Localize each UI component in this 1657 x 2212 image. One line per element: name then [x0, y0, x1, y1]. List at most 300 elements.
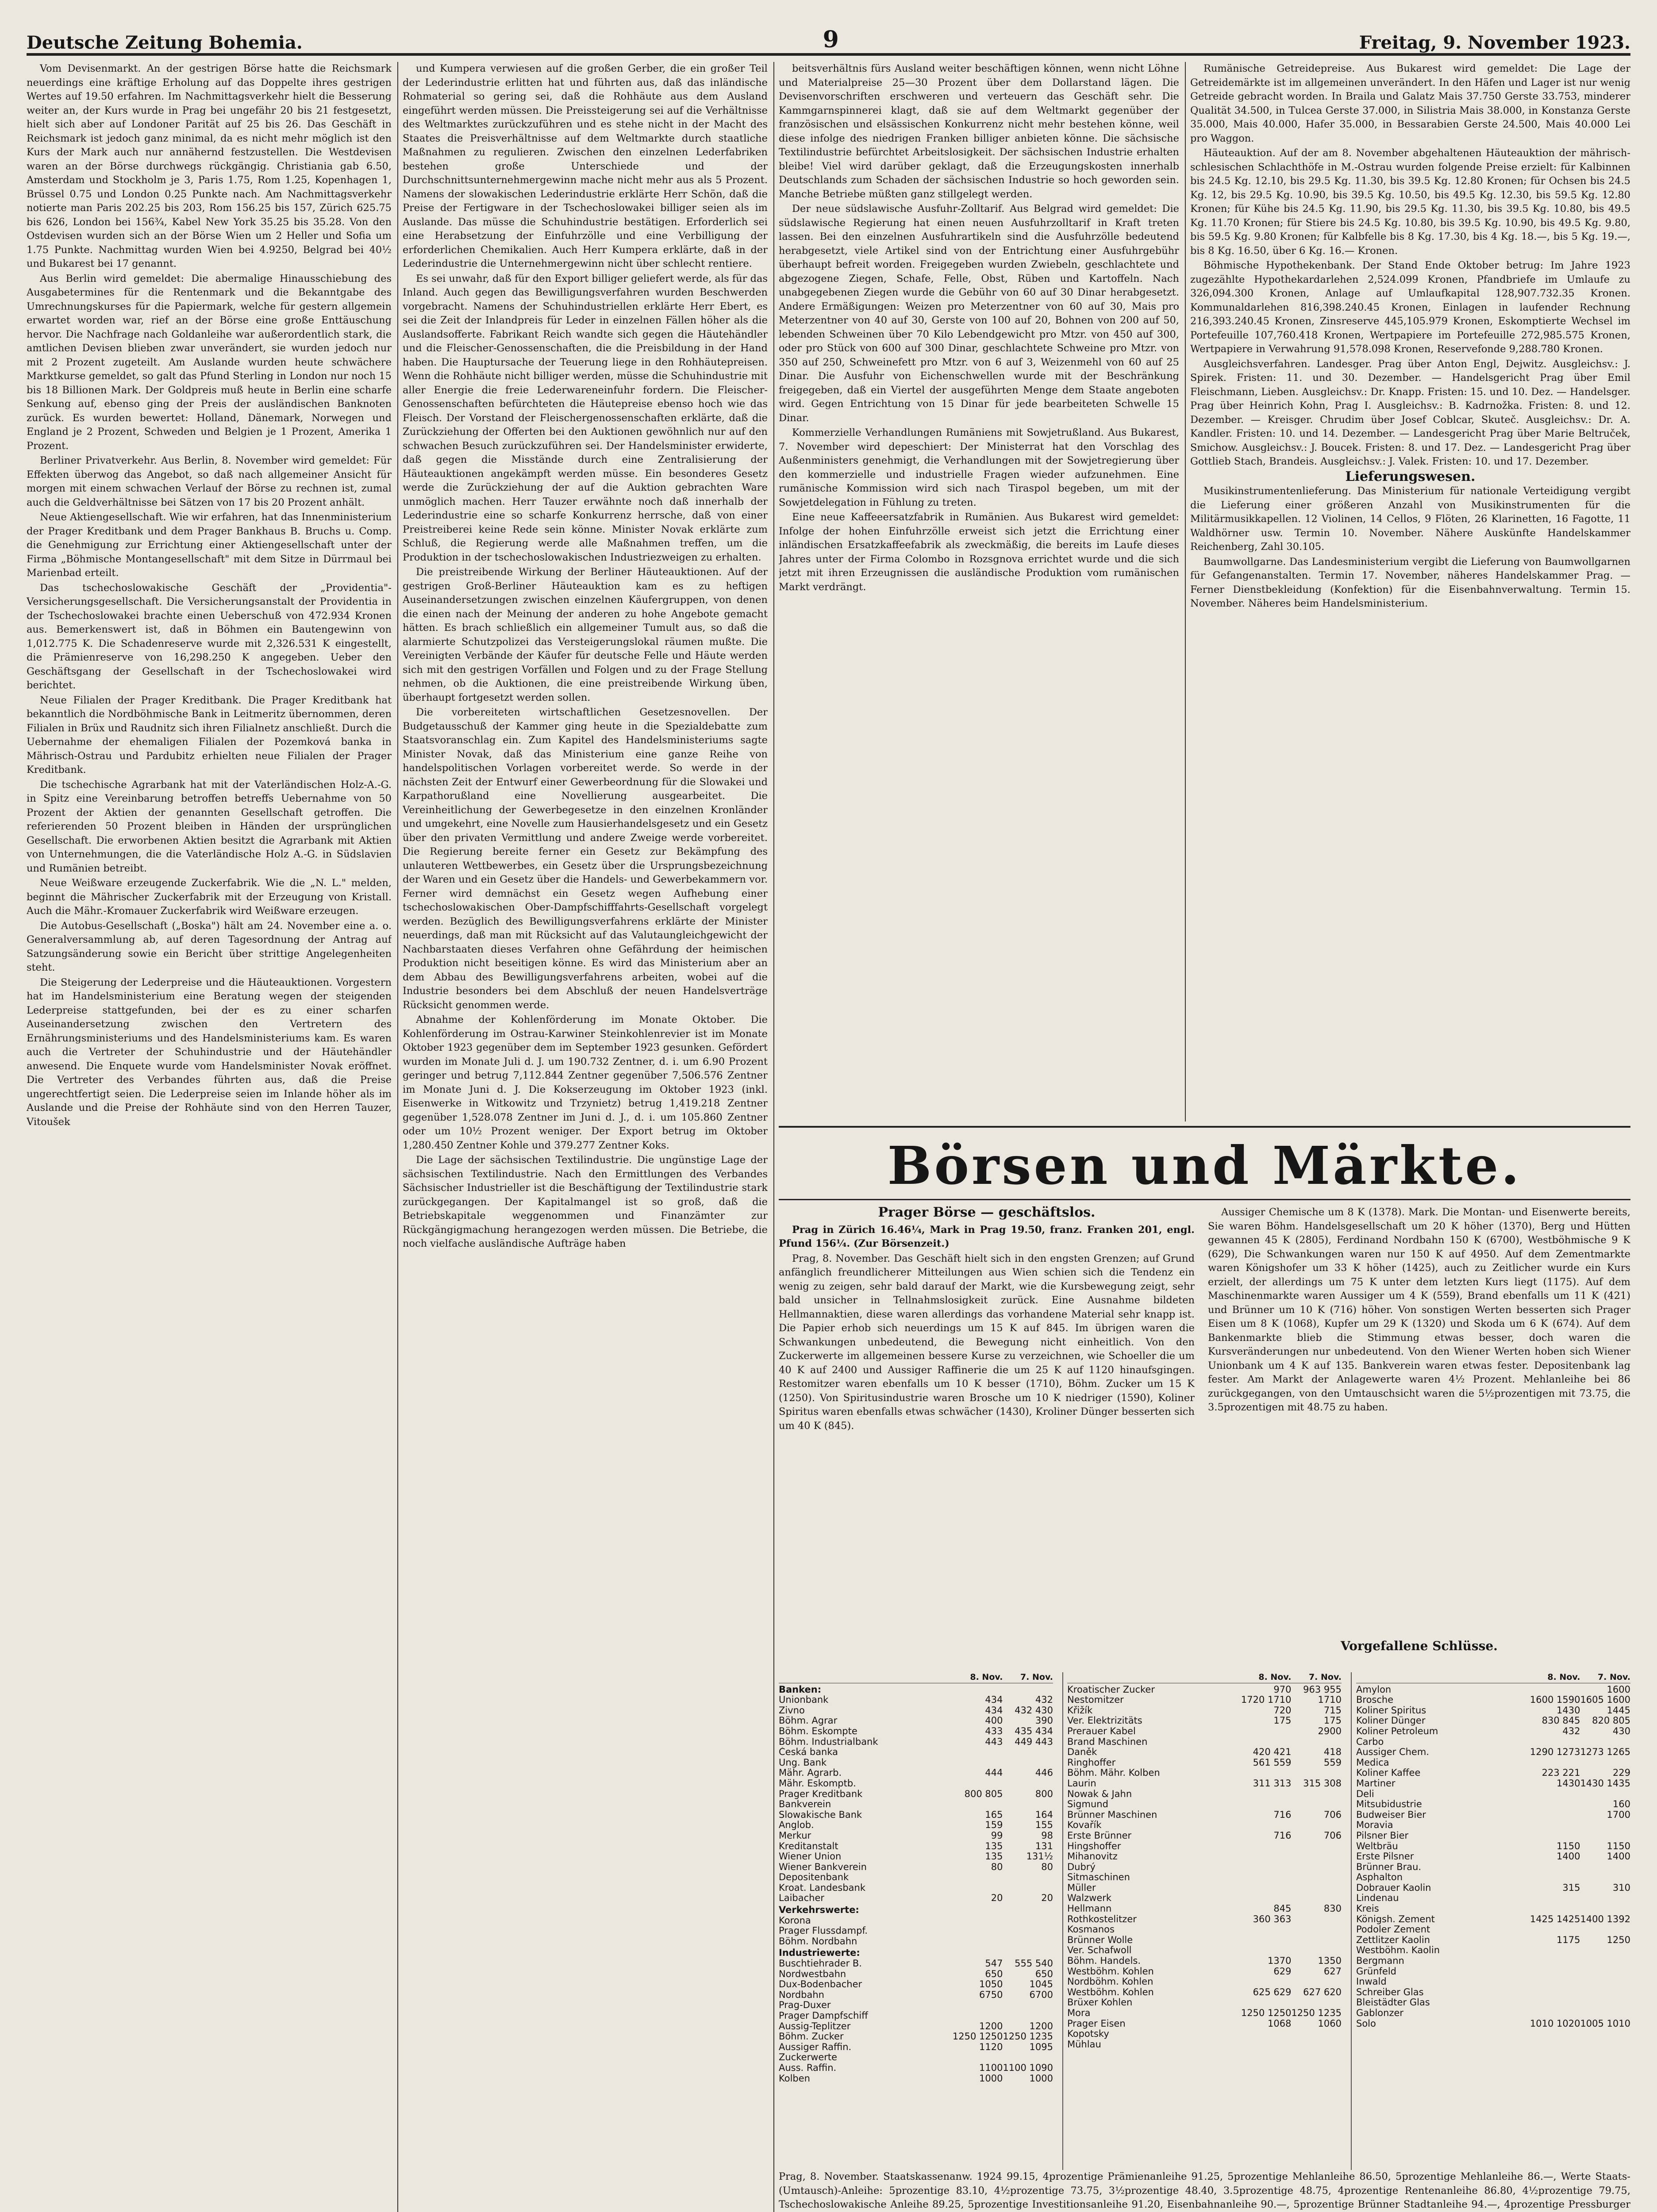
security-price [1580, 1820, 1630, 1831]
table-group-row [779, 1947, 1053, 1959]
security-price: 175 [1323, 1716, 1342, 1726]
table-row [1356, 1747, 1630, 1758]
security-price: 446 [1035, 1768, 1053, 1778]
security-name: Laurin [1067, 1778, 1096, 1789]
table-group-row [779, 1904, 1053, 1916]
security-price: 716 [1273, 1830, 1292, 1841]
security-name: Auss. Raffin. [779, 2062, 837, 2073]
table-row [1067, 1977, 1342, 1987]
security-name: Prager Dampfschiff [779, 2011, 868, 2021]
table-group-label: Verkehrswerte: [779, 1905, 859, 1916]
security-price [1530, 1893, 1580, 1904]
table-row [1067, 2019, 1342, 2029]
security-price [953, 2052, 1003, 2063]
security-name: Amylon [1356, 1684, 1392, 1695]
table-row [1067, 1820, 1342, 1831]
security-name: Depositenbank [779, 1872, 849, 1883]
security-price: 315 [1562, 1882, 1580, 1893]
security-price: 444 [985, 1768, 1003, 1778]
table-row [1356, 1768, 1630, 1778]
security-price: 820 805 [1592, 1716, 1630, 1726]
security-name: Schreiber Glas [1356, 1987, 1424, 1997]
table-row [1356, 1705, 1630, 1716]
security-price [1241, 1997, 1292, 2008]
table-header-row [1067, 1672, 1342, 1683]
security-price: 80 [991, 1862, 1003, 1872]
article-ausgleichsverfahren: Ausgleichsverfahren. Landesger. Prag über Anton Engl, Dejwitz. Ausgleichsv.: J. Spirek. Fristen: 11. und 30. Dezember. — Handelsgericht Prag über Emil Fleischmann, Lieben. Ausgleichsv.: Dr. Knapp. Fristen: 15. und 10. Dez. — Handelsger. Prag über Heinrich Kohn, Prag I. Ausgleichsv.: B. Kadrnožka. Fristen: 8. und 12. Dezember. — Kreisger. Chrudim über Josef Coblcar, Skuteč. Ausgleichsv.: Dr. A. Kandler. Fristen: 10. und 14. Dezember. — Landesgericht Prag über Marie Beltruček, Smichow. Ausgleichsv.: J. Boucek. Fristen: 8. und 17. Dez. — Landesgericht Prag über Gottlieb Stach, Brandeis. Ausgleichsv.: J. Valek. Fristen: 10. und 17. Dezember. [1190, 358, 1630, 467]
security-name: Ver. Schafwoll [1067, 1945, 1132, 1956]
security-price: 629 [1273, 1966, 1292, 1977]
table-row [779, 1695, 1053, 1705]
stock-table-2 [1067, 1672, 1342, 2050]
security-price: 1600 [1607, 1684, 1630, 1695]
security-price [1291, 2029, 1342, 2039]
table-row [1067, 1831, 1342, 1841]
security-name: Kovařík [1067, 1820, 1102, 1831]
table-row [1356, 1987, 1630, 1998]
security-price [1003, 1758, 1053, 1768]
security-price [1291, 1820, 1342, 1831]
security-price: 223 221 [1542, 1768, 1580, 1778]
security-name: Prager Kreditbank [779, 1789, 863, 1799]
table-row [1356, 1726, 1630, 1737]
security-price [1291, 1945, 1342, 1956]
security-price [1003, 1936, 1053, 1947]
security-name: Martiner [1356, 1778, 1396, 1789]
security-price [1003, 2000, 1053, 2011]
security-price: 390 [1035, 1716, 1053, 1726]
security-name: Merkur [779, 1830, 811, 1841]
security-name: Böhm. Industrialbank [779, 1736, 878, 1747]
table-row [779, 1820, 1053, 1831]
article-weissware: Neue Weißware erzeugende Zuckerfabrik. Wie die „N. L." melden, beginnt die Mährischer Zuckerfabrik mit der Erzeugung von Kristall. Auch die Mähr.-Kromauer Zuckerfabrik wird Weißware erzeugen. [27, 877, 392, 917]
anlagewerte-text: Prag, 8. November. Staatskassenanw. 1924 99.15, 4prozentige Prämienanleihe 91.25, 5prozentige Mehlanleihe 86.50, 5prozentige Mehlanleihe 86.—, Werte Staats-(Umtausch)-Anleihe: 5prozentige 83.10, 4½prozentige 73.75, 3½prozentige 48.40, 3.5prozentige 48.75, 4prozentige Rentenanleihe 86.80, 4½prozentige 79.75, Tschechoslowakische Anleihe 89.25, 5prozentige Investitionsanleihe 91.20, Eisenbahnanleihe 90.—, 5prozentige Brünner Stadtanleihe 94.—, 4prozentige Pressburger [779, 2171, 1630, 2210]
boerse-bericht-cont: Aussiger Chemische um 8 K (1378). Mark. Die Montan- und Eisenwerte bereits, Sie waren Böhm. Handelsgesellschaft um 20 K höher (1370), Berg und Hütten gewannen 45 K (2805), Ferdinand Nordbahn 150 K (6700), Westböhmische 9 K (629), Die Schwankungen waren nur 150 K auf 4950. Auf dem Zementmarkte waren Königshofer um 33 K höher (1425), auch zu Zeitlicher wurde ein Kurs erzielt, der allerdings um 75 K unter dem letzten Kurs liegt (1175). Auf dem Maschinenmarkte waren Aussiger um 4 K (559), Brand ebenfalls um 11 K (421) und Brünner um 10 K (716) höher. Von sonstigen Werten besserten sich Prager Eisen um 8 K (1068), Kupfer um 29 K (1320) und Skoda um 6 K (674). Auf dem Bankenmarkte blieb die Stimmung etwas besser, doch waren die Kursveränderungen nur unbedeutend. Von den Wiener Werten hoben sich Wiener Unionbank um 4 K auf 135. Bankverein waren etwas fester. Depositenbank lag fester. Am Markt der Anlagewerte waren 4½ Prozent. Mehlanleihe bei 86 zurückgegangen, von den Umtauschsicht waren die 5½prozentigen mit 73.75, die 3.5prozentigen mit 48.75 zu haben. [1208, 1206, 1630, 1413]
table-row [1067, 1914, 1342, 1925]
security-price [1291, 1893, 1342, 1904]
security-price: 706 [1323, 1809, 1342, 1820]
security-price [1580, 1966, 1630, 1977]
table-row [779, 1747, 1053, 1758]
table-row [1067, 1705, 1342, 1716]
boerse-subhead: Prager Börse — geschäftslos. [878, 1206, 1096, 1220]
security-name: Mihanovitz [1067, 1851, 1118, 1862]
table-row [779, 1737, 1053, 1747]
table-header-cell [1356, 1672, 1530, 1683]
table-row [1067, 1685, 1342, 1695]
security-name: Ringhoffer [1067, 1757, 1116, 1768]
security-price: 1150 [1607, 1841, 1630, 1851]
table-row [779, 1883, 1053, 1893]
security-price: 311 313 [1253, 1778, 1292, 1789]
security-price: 1150 [1556, 1841, 1580, 1851]
table-row [779, 2063, 1053, 2074]
table-row [779, 1851, 1053, 1862]
security-price [953, 2000, 1003, 2011]
security-name: Kosmanos [1067, 1924, 1115, 1935]
table-row [779, 1705, 1053, 1716]
table-row [779, 2000, 1053, 2011]
security-price [1530, 1924, 1580, 1935]
security-price [1580, 1831, 1630, 1841]
security-price: 1400 1392 [1580, 1914, 1630, 1924]
security-name: Kroat. Landesbank [779, 1882, 865, 1893]
table-row [779, 1872, 1053, 1883]
security-price [1530, 1799, 1580, 1810]
security-price: 20 [991, 1893, 1003, 1904]
security-name: Nordbahn [779, 1989, 824, 2000]
table-header-row [1356, 1672, 1630, 1683]
security-name: Königsh. Zement [1356, 1914, 1435, 1924]
security-price [1003, 1916, 1053, 1926]
security-price [1530, 1831, 1580, 1841]
security-price [1580, 1737, 1630, 1747]
security-price: 1250 [1607, 1935, 1630, 1945]
security-price: 315 308 [1303, 1778, 1342, 1789]
security-name: Zuckerwerte [779, 2052, 838, 2063]
security-price: 400 [985, 1716, 1003, 1726]
security-price: 1010 1020 [1530, 2018, 1580, 2029]
table-row [1067, 1997, 1342, 2008]
security-price: 310 [1612, 1882, 1630, 1893]
security-price [1241, 1872, 1292, 1883]
table-group-label: Banken: [779, 1684, 822, 1695]
security-price: 627 620 [1303, 1987, 1342, 1997]
security-price [1241, 1789, 1292, 1800]
security-price [1241, 1768, 1292, 1778]
column-divider [773, 62, 774, 2212]
table-row [1067, 1810, 1342, 1820]
security-name: Koliner Petroleum [1356, 1726, 1438, 1736]
security-price [953, 1883, 1003, 1893]
table-row [1356, 1977, 1630, 1987]
table-row [1356, 1924, 1630, 1935]
security-price [1241, 1924, 1292, 1935]
security-name: Kopotsky [1067, 2029, 1109, 2039]
security-price [953, 1916, 1003, 1926]
security-price: 432 [1562, 1726, 1580, 1736]
article-musikinstrumente: Musikinstrumentenlieferung. Das Ministerium für nationale Verteidigung vergibt die Lieferung einer größeren Anzahl von Musikinstrumenten für die Militärmusikkapellen. 12 Violinen, 14 Cellos, 9 Flöten, 26 Klarinetten, 16 Fagotte, 11 Waldhörner usw. Termin 10. November. Nähere Auskünfte Handelskammer Reichenberg, Zahl 30.105. [1190, 485, 1630, 553]
security-price: 131 [1035, 1841, 1053, 1851]
table-row [1356, 1716, 1630, 1726]
table-row [1356, 1820, 1630, 1831]
security-name: Erste Pilsner [1356, 1851, 1414, 1862]
table-row [1356, 1956, 1630, 1966]
security-name: Weltbräu [1356, 1841, 1398, 1851]
section-rule-bottom [779, 1199, 1630, 1200]
security-price: 135 [985, 1851, 1003, 1862]
security-price [1530, 1977, 1580, 1987]
article-berlin-devisen: Aus Berlin wird gemeldet: Die abermalige Hinausschiebung des Ausgabetermines für die Rentenmark und die Bekanntgabe des Umrechnungskurses für die Papiermark, welche für gestern allgemein erwartet worden war, rief an der Börse eine große Enttäuschung hervor. Die Nachfrage nach Goldanleihe war außerordentlich stark, die amtlichen Devisen blieben zwar unverändert, sie wurden jedoch nur mit 2 Prozent zugeteilt. Am Auslande wurden heute schwächere Marktkurse gemeldet, so galt das Pfund Sterling in London nur noch 15 bis 18 Billionen Mark. Der Goldpreis muß heute in Berlin eine scharfe Senkung auf, ebenso ging der Preis der ausländischen Banknoten zurück. Es wurden bewertet: Holland, Dänemark, Norwegen und England je 2 Prozent, Schweden und Belgien je 1 Prozent, Amerika 1 Prozent. [27, 273, 392, 452]
security-price: 1430 [1556, 1778, 1580, 1789]
security-name: Kolben [779, 2073, 810, 2084]
security-price [1003, 2052, 1053, 2063]
security-price [1291, 1789, 1342, 1800]
table-row [1356, 1966, 1630, 1977]
security-name: Korona [779, 1915, 811, 1926]
article-neue-aktiengesellschaft: Neue Aktiengesellschaft. Wie wir erfahren, hat das Innenministerium der Prager Kreditbank und dem Prager Bankhaus B. Bruchs u. Comp. die Genehmigung zur Errichtung einer Aktiengesellschaft unter der Firma „Böhmische Montangesellschaft" mit dem Sitze in Dürrmaul bei Marienbad erteilt. [27, 511, 392, 579]
security-price: 1200 [979, 2021, 1003, 2032]
table-row [779, 2074, 1053, 2084]
table-row [779, 1862, 1053, 1873]
security-name: Česká banka [779, 1747, 838, 1758]
security-price [1530, 1987, 1580, 1998]
table-row [1356, 1935, 1630, 1946]
security-price: 432 [1035, 1695, 1053, 1705]
security-price [1580, 1977, 1630, 1987]
security-price: 159 [985, 1820, 1003, 1831]
table-header-cell: 8. Nov. [1530, 1672, 1580, 1683]
security-price [1291, 1768, 1342, 1778]
security-price [1530, 1737, 1580, 1747]
article-haeuteauktion-ostrau: Häuteauktion. Auf der am 8. November abgehaltenen Häuteauktion der mährisch-schlesischen Schlachthöfe in M.-Ostrau wurden folgende Preise erzielt: für Kalbinnen bis 24.5 Kg. 12.10, bis 29.5 Kg. 11.30, bis 39.5 Kg. 12.80 Kronen; für Ochsen bis 24.5 Kg. 12, bis 29.5 Kg. 10.90, bis 39.5 Kg. 10.50, bis 49.5 Kg. 12.30, bis 59.5 Kg. 12.80 Kronen; für Kühe bis 24.5 Kg. 11.90, bis 29.5 Kg. 11.30, bis 39.5 Kg. 10.80, bis 49.5 Kg. 11.70 Kronen; für Stiere bis 24.5 Kg. 10.80, bis 39.5 Kg. 10.90, bis 49.5 Kg. 9.80, bis 59.5 Kg. 9.80 Kronen; für Kalbfelle bis 8 Kg. 17.30, bis 4 Kg. 18.—, bis 5 Kg. 19.—, bis 8 Kg. 16.50, über 6 Kg. 16.— Kronen. [1190, 147, 1630, 257]
article-lederpreise-cont: und Kumpera verwiesen auf die großen Gerber, die ein großer Teil der Lederindustrie erlitten hat und führten aus, daß das inländische Rohmaterial so gering sei, daß die Rohhäute aus dem Ausland eingeführt werden müssen. Die Preissteigerung sei auf die Verhältnisse des Weltmarktes zurückzuführen und es stehe nicht in der Macht des Staates die Preisverhältnisse auf dem Weltmarkte durch staatliche Maßnahmen zu regulieren. Zwischen den einzelnen Lederfabriken bestehen große Unterschiede und der Durchschnittsunternehmergewinn mache nicht mehr aus als 5 Prozent. Namens der slowakischen Lederindustrie erklärte Herr Schön, daß die Preise der Fertigware in der Tschechoslowakei billiger seien als im Auslande. Das müsse die Schuhindustrie bestätigen. Erforderlich sei eine Herabsetzung der Einfuhrzölle und eine Verbilligung der erforderlichen Chemikalien. Auch Herr Kumpera erklärte, daß in der Lederindustrie die Unternehmergewinn nicht über schlecht rentiere. [403, 63, 768, 269]
security-price [1291, 1862, 1342, 1873]
security-price [1291, 1841, 1342, 1852]
table-row [1067, 1945, 1342, 1956]
table-row [779, 1936, 1053, 1947]
security-price [1580, 1872, 1630, 1883]
security-price: 2900 [1318, 1726, 1342, 1736]
schluesse-heading: Vorgefallene Schlüsse. [1341, 1639, 1498, 1653]
article-haeuteauktionen-berlin: Die preistreibende Wirkung der Berliner Häuteauktionen. Auf der gestrigen Groß-Berliner Häuteauktion kam es zu heftigen Auseinandersetzungen zwischen einzelnen Käufergruppen, von denen die einen nach der Meinung der anderen zu hohe Angebote gemacht hätten. Es brach schließlich ein allgemeiner Tumult aus, so daß die alarmierte Schutzpolizei das Versteigerungslokal räumen mußte. Die Vereinigten Verbände der Käufer für deutsche Felle und Häute werden sich mit den gestrigen Vorfällen und Folgen und zu der Frage Stellung nehmen, ob die Auktionen, die eine preistreibende Wirkung üben, überhaupt fortgesetzt werden sollen. [403, 566, 768, 703]
security-price [1530, 1966, 1580, 1977]
table-row [779, 1810, 1053, 1820]
security-name: Wiener Union [779, 1851, 842, 1862]
column-2 [403, 62, 768, 2212]
security-name: Böhm. Zucker [779, 2032, 844, 2042]
security-name: Brünner Wolle [1067, 1935, 1133, 1945]
security-name: Dobrauer Kaolin [1356, 1882, 1431, 1893]
security-price [1580, 1945, 1630, 1956]
security-price: 155 [1035, 1820, 1053, 1831]
table-row [1356, 1841, 1630, 1852]
security-name: Dubrý [1067, 1862, 1096, 1872]
security-price: 1700 [1607, 1809, 1630, 1820]
security-price: 1250 1235 [1003, 2032, 1053, 2042]
security-price [1003, 1799, 1053, 1810]
table-header-cell: 8. Nov. [1241, 1672, 1292, 1683]
security-price: 433 [985, 1726, 1003, 1736]
security-price: 970 [1273, 1684, 1292, 1695]
security-name: Koliner Spiritus [1356, 1705, 1426, 1716]
security-price: 1400 [1607, 1851, 1630, 1862]
security-price [1241, 2029, 1292, 2039]
security-price [1241, 1862, 1292, 1873]
security-name: Bergmann [1356, 1956, 1404, 1966]
table-row [779, 1789, 1053, 1800]
security-name: Křižík [1067, 1705, 1093, 1716]
security-price [1530, 2008, 1580, 2019]
table-row [1356, 1810, 1630, 1820]
security-name: Westböhm. Kohlen [1067, 1987, 1154, 1997]
security-name: Prager Eisen [1067, 2018, 1126, 2029]
security-price [1241, 1737, 1292, 1747]
security-price [1003, 2011, 1053, 2021]
security-name: Prag-Duxer [779, 2000, 831, 2011]
security-price: 1350 [1318, 1956, 1342, 1966]
security-price [1530, 1945, 1580, 1956]
table-row [1356, 1893, 1630, 1904]
security-name: Mähr. Agrarb. [779, 1768, 842, 1778]
article-devisenmarkt: Vom Devisenmarkt. An der gestrigen Börse hatte die Reichsmark neuerdings eine kräftige Erholung auf das Doppelte ihres gestrigen Wertes auf 19.50 erfahren. Im Nachmittagsverkehr hielt die Besserung weiter an, der Kurs wurde in Prag bei ungefähr 20 bis 21 festgesetzt, hielt sich aber auf Londoner Parität auf 25 bis 26. Das Geschäft in Reichsmark ist jedoch ganz minimal, da es nicht mehr möglich ist den Kurs der Mark auch nur annähernd festzustellen. Die Westdevisen waren an der Börse durchwegs rückgängig. Christiania gab 6.50, Amsterdam und Stockholm je 3, Paris 1.75, Rom 1.25, Kopenhagen 1, Brüssel 0.75 und London 0.25 Punkte nach. Am Nachmittagsverkehr notierte man Paris 202.25 bis 203, Rom 156.25 bis 157, Zürich 625.75 bis 626, London bei 156¾, Kabel New York 35.25 bis 35.28. Von den Ostdevisen wurden sich an der Börse Wien um 2 Heller und Sofia um 1.75 Punkte. Nachmittag wurden Wien bei 4.9250, Belgrad bei 40½ und Bukarest bei 17 genannt. [27, 63, 392, 269]
security-price [1291, 1935, 1342, 1946]
table-row [779, 1926, 1053, 1936]
security-price [1580, 1997, 1630, 2008]
security-price [1580, 1924, 1630, 1935]
table-row [1067, 1716, 1342, 1726]
table-group-label: Industriewerte: [779, 1947, 860, 1959]
security-price [1291, 1977, 1342, 1987]
security-name: Ung. Bank [779, 1757, 827, 1768]
security-name: Pilsner Bier [1356, 1830, 1409, 1841]
security-price [1530, 1872, 1580, 1883]
security-price: 830 845 [1542, 1716, 1580, 1726]
security-price [953, 1872, 1003, 1883]
security-price: 1050 [979, 1979, 1003, 1990]
column-3 [779, 62, 1179, 1121]
security-price: 164 [1035, 1809, 1053, 1820]
table-row [779, 1726, 1053, 1737]
table-row [1356, 1851, 1630, 1862]
security-price: 800 805 [964, 1789, 1003, 1799]
security-name: Nestomitzer [1067, 1695, 1124, 1705]
table-row [1356, 2008, 1630, 2019]
table-row [1067, 1695, 1342, 1705]
table-row [1067, 1778, 1342, 1789]
table-row [1067, 1904, 1342, 1914]
security-name: Böhm. Handels. [1067, 1956, 1141, 1966]
security-price [1530, 1758, 1580, 1768]
security-price [1580, 1987, 1630, 1998]
security-price: 175 [1273, 1716, 1292, 1726]
table-row [1356, 1862, 1630, 1873]
article-lederpreise: Die Steigerung der Lederpreise und die Häuteauktionen. Vorgestern hat im Handelsministerium eine Beratung wegen der steigenden Lederpreise stattgefunden, bei der es zu einer scharfen Auseinandersetzung zwischen den Vertretern des Ernährungsministeriums und des Handelsministeriums kam. Es waren auch die Vertreter der Schuhindustrie und der Häutehändler anwesend. Die Enquete wurde vom Handelsminister Novak eröffnet. Die Vertreter des Verbandes führten aus, daß die Preise ungerechtfertigt seien. Die Lederpreise seien im Inlande höher als im Auslande und die Preise der Rohhäute sind von den Herren Tauzer, Vitoušek [27, 976, 392, 1128]
security-price [1241, 1935, 1292, 1946]
security-price [1241, 1893, 1292, 1904]
stock-table-1 [779, 1672, 1053, 2084]
security-price [1530, 1997, 1580, 2008]
security-price: 1100 [979, 2062, 1003, 2073]
table-header-cell: 8. Nov. [953, 1672, 1003, 1683]
table-divider [1062, 1672, 1063, 2170]
table-row [1067, 2008, 1342, 2019]
article-kreditbank-filialen: Neue Filialen der Prager Kreditbank. Die Prager Kreditbank hat bekanntlich die Nordböhmische Bank in Leitmeritz übernommen, deren Filialen in Brüx und Raudnitz sich ihren Filialnetz anschließt. Durch die Uebernahme der ehemaligen Filialen der Pozemková banka in Mährisch-Ostrau und Pardubitz erhielten neue Filialen der Prager Kreditbank. [27, 694, 392, 776]
article-kaffeeersatz: Eine neue Kaffeeersatzfabrik in Rumänien. Aus Bukarest wird gemeldet: Infolge der hohen Einfuhrzölle erweist sich jetzt die Errichtung einer inländischen Ersatzkaffeefabrik als zweckmäßig, die bereits im Laufe dieses Jahres unter der Firma Colombo in Rozsgnova errichtet wurde und die sich jetzt mit ihren Erzeugnissen die ausländische Produktion vom rumänischen Markt verdrängt. [779, 511, 1179, 593]
security-name: Inwald [1356, 1977, 1387, 1987]
security-price [1291, 1799, 1342, 1810]
security-price [1291, 1997, 1342, 2008]
security-name: Nordwestbahn [779, 1969, 846, 1979]
page-number: 9 [823, 26, 839, 53]
security-price [1291, 1851, 1342, 1862]
column-4 [1190, 62, 1630, 1121]
security-price: 1430 [1556, 1705, 1580, 1716]
security-price: 720 [1273, 1705, 1292, 1716]
security-price: 1445 [1607, 1705, 1630, 1716]
security-price: 1273 1265 [1580, 1747, 1630, 1758]
security-price: 963 955 [1303, 1684, 1342, 1695]
page-header [27, 22, 1630, 56]
security-price: 627 [1323, 1966, 1342, 1977]
security-name: Hingshoffer [1067, 1841, 1121, 1851]
table-row [1067, 1987, 1342, 1998]
security-price: 360 363 [1253, 1914, 1292, 1924]
security-name: Hellmann [1067, 1904, 1112, 1914]
security-price [1580, 2008, 1630, 2019]
table-row [1067, 1758, 1342, 1768]
security-name: Bleistädter Glas [1356, 1997, 1430, 2008]
security-price: 1175 [1556, 1935, 1580, 1945]
security-name: Erste Brünner [1067, 1830, 1132, 1841]
table-row [1356, 1997, 1630, 2008]
table-row [779, 1768, 1053, 1778]
security-name: Budweiser Bier [1356, 1809, 1426, 1820]
table-row [1067, 1956, 1342, 1966]
table-row [779, 1841, 1053, 1852]
security-price: 432 430 [1015, 1705, 1053, 1716]
boerse-column-right [1208, 1206, 1630, 1630]
security-name: Koliner Kaffee [1356, 1768, 1421, 1778]
table-header-row [779, 1672, 1053, 1683]
security-price: 165 [985, 1809, 1003, 1820]
security-price: 430 [1612, 1726, 1630, 1736]
security-price: 420 421 [1253, 1747, 1292, 1758]
table-row [779, 1916, 1053, 1926]
table-row [1356, 1904, 1630, 1914]
security-name: Buschtiehrader B. [779, 1959, 862, 1969]
security-price [1530, 1862, 1580, 1873]
security-price: 98 [1041, 1830, 1053, 1841]
security-name: Koliner Dünger [1356, 1716, 1426, 1726]
table-row [779, 1893, 1053, 1904]
table-row [1356, 1789, 1630, 1800]
table-row [1067, 1924, 1342, 1935]
security-name: Bankverein [779, 1799, 831, 1810]
table-row [1067, 1841, 1342, 1852]
security-name: Lindenau [1356, 1893, 1399, 1904]
stock-tables [779, 1672, 1630, 2170]
security-name: Böhm. Agrar [779, 1716, 838, 1726]
security-price [1580, 1862, 1630, 1873]
table-row [779, 1778, 1053, 1789]
boerse-column-left [779, 1206, 1195, 1670]
section-title: Börsen und Märkte. [887, 1135, 1522, 1196]
article-textil-cont: beitsverhältnis fürs Ausland weiter beschäftigen können, wenn nicht Löhne und Materialpreise 25—30 Prozent über dem Dollarstand lägen. Die Devisenvorschriften erschweren und verteuern das Geschäft sehr. Die Kammgarnspinnerei klagt, daß sie auf dem Weltmarkt gegenüber der französischen und elsässischen Konkurrenz nicht mehr bestehen könne, weil diese infolge des niedrigen Franken billiger anbieten könne. Die sächsische Textilindustrie befürchtet Arbeitslosigkeit. Der sächsischen Industrie erhalten bleibe! Viel wird darüber geklagt, daß die Erzeugungskosten innerhalb Deutschlands zum Schaden der sächsischen Industrie so hoch geworden sein. Manche Betriebe müßten ganz stillgelegt werden. [779, 63, 1179, 200]
security-price [953, 1778, 1003, 1789]
security-name: Brand Maschinen [1067, 1736, 1148, 1747]
security-name: Prager Flussdampf. [779, 1926, 868, 1936]
security-name: Mitsubidustrie [1356, 1799, 1422, 1810]
security-price: 555 540 [1015, 1959, 1053, 1969]
security-price [953, 1926, 1003, 1936]
security-price: 131½ [1026, 1851, 1053, 1862]
security-price: 160 [1612, 1799, 1630, 1810]
table-row [1356, 1883, 1630, 1893]
table-row [1356, 1737, 1630, 1747]
table-header-cell: 7. Nov. [1003, 1672, 1053, 1683]
security-name: Slowakische Bank [779, 1809, 862, 1820]
security-price: 716 [1273, 1809, 1292, 1820]
security-price: 830 [1323, 1904, 1342, 1914]
security-price: 650 [985, 1969, 1003, 1979]
security-price: 1060 [1318, 2018, 1342, 2029]
security-price: 845 [1273, 1904, 1292, 1914]
security-name: Deli [1356, 1789, 1374, 1799]
security-name: Sigmund [1067, 1799, 1108, 1810]
security-price: 229 [1612, 1768, 1630, 1778]
security-price: 1290 1273 [1530, 1747, 1580, 1758]
